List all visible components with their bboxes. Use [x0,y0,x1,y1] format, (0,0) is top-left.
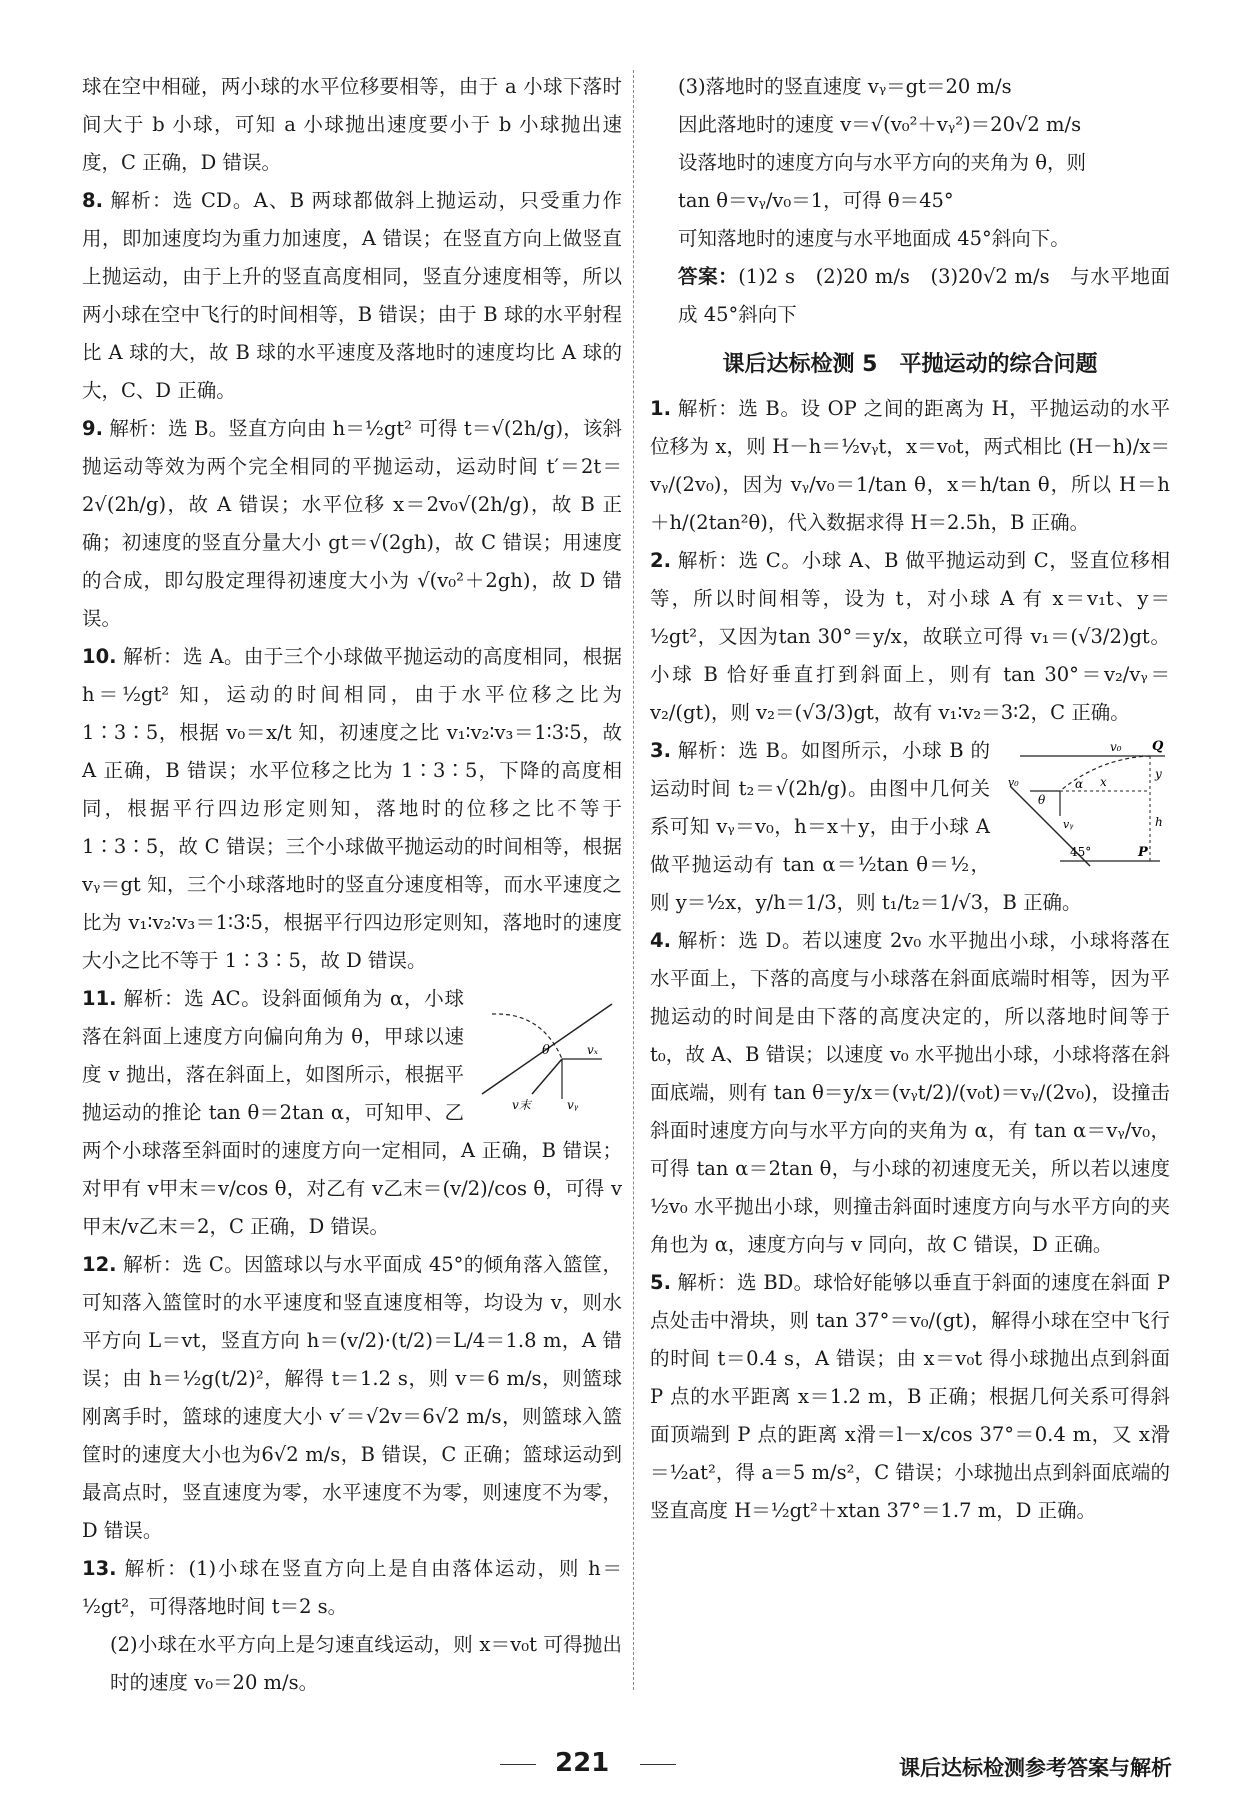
answer-11: θ v末 vₓ vᵧ 11. 解析：选 AC。设斜面倾角为 α，小球落在斜面上速度方向偏向角为 θ，甲球以速度 v 抛出，落在斜面上，如图所示，根据平抛运动的推论 tan θ＝2tan α，可知甲、乙两个小球落至斜面时的速度方向一定相同，A 正确，B 错误；对甲有 v甲末＝v/cos θ，对乙有 v乙末＝(v/2)/cos θ，可得 v甲末/v乙末＝2，C 正确，D 错误。 [82,980,622,1246]
svg-text:vᵧ: vᵧ [1063,818,1074,831]
svg-text:h: h [1155,815,1163,829]
footer-dash-left [500,1764,536,1765]
svg-text:v末: v末 [512,1098,531,1112]
page-number: 221 [555,1748,610,1778]
answer-13-part3-line4: tan θ＝vᵧ/v₀＝1，可得 θ＝45° [678,189,954,212]
answer-13-part3-line3: 设落地时的速度方向与水平方向的夹角为 θ，则 [678,151,1086,174]
answer-s5-2: 2. 解析：选 C。小球 A、B 做平抛运动到 C，竖直位移相等，所以时间相等，设为 t，对小球 A 有 x＝v₁t、y＝½gt²，又因为tan 30°＝y/x，故联立可得 v₁＝(√3/2)gt。小球 B 恰好垂直打到斜面上，则有 tan 30°＝v₂/vᵧ＝v₂/(gt)，则 v₂＝(√3/3)gt，故有 v₁∶v₂＝3∶2，C 正确。 [650,549,1171,724]
answer-s5-5: 5. 解析：选 BD。球恰好能够以垂直于斜面的速度在斜面 P 点处击中滑块，则 tan 37°＝v₀/(gt)，解得小球在空中飞行的时间 t＝0.4 s，A 错误；由 x＝v₀t 得小球抛出点到斜面 P 点的水平距离 x＝1.2 m，B 正确；根据几何关系可得斜面顶端到 P 点的距离 x滑＝l－x/cos 37°＝0.4 m，又 x滑＝½at²，得 a＝5 m/s²，C 错误；小球抛出点到斜面底端的竖直高度 H＝½gt²＋xtan 37°＝1.7 m，D 正确。 [650,1271,1171,1522]
page-footer [0,1748,1250,1788]
answer-s5-4: 4. 解析：选 D。若以速度 2v₀ 水平抛出小球，小球将落在水平面上，下落的高度与小球落在斜面底端时相等，因为平抛运动的时间是由下落的高度决定的，所以落地时间等于 t₀，故 A、B 错误；以速度 v₀ 水平抛出小球，小球将落在斜面底端，则有 tan θ＝y/x＝(vᵧt/2)/(v₀t)＝vᵧ/(2v₀)，设撞击斜面时速度方向与水平方向的夹角为 α，有 tan α＝vᵧ/v₀，可得 tan α＝2tan θ，与小球的初速度无关，所以若以速度 ½v₀ 水平抛出小球，则撞击斜面时速度方向与水平方向的夹角也为 α，速度方向与 v 同向，故 C 错误，D 正确。 [650,929,1170,1256]
answer-7-continued: 球在空中相碰，两小球的水平位移要相等，由于 a 小球下落时间大于 b 小球，可知 a 小球抛出速度要小于 b 小球抛出速度，C 正确，D 错误。 [82,75,622,174]
svg-text:vᵧ: vᵧ [567,1098,579,1112]
answer-s5-1: 1. 解析：选 B。设 OP 之间的距离为 H，平抛运动的水平位移为 x，则 H－h＝½vᵧt，x＝v₀t，两式相比 (H－h)/x＝vᵧ/(2v₀)，因为 vᵧ/v₀＝1/tan θ，x＝h/tan θ，所以 H＝h＋h/(2tan²θ)，代入数据求得 H＝2.5h，B 正确。 [650,397,1170,534]
answer-13-part3-line2: 因此落地时的速度 v＝√(v₀²＋vᵧ²)＝20√2 m/s [678,113,1082,136]
svg-text:v₀: v₀ [1008,776,1019,789]
section-title: 课后达标检测 5 平抛运动的综合问题 [722,352,1098,377]
answer-12: 12. 解析：选 C。因篮球以与水平面成 45°的倾角落入篮筐，可知落入篮筐时的水平速度和竖直速度相等，均设为 v，则水平方向 L＝vt，竖直方向 h＝(v/2)·(t/2)＝L/4＝1.8 m，A 错误；由 h＝½g(t/2)²，解得 t＝1.2 s，则 v＝6 m/s，则篮球刚离手时，篮球的速度大小 v′＝√2v＝6√2 m/s，则篮球入篮筐时的速度大小也为6√2 m/s，B 错误，C 正确；篮球运动到最高点时，竖直速度为零，水平速度不为零，则速度不为零，D 错误。 [82,1253,622,1542]
svg-text:P: P [1138,845,1148,860]
answer-13-part2: (2)小球在水平方向上是匀速直线运动，则 x＝v₀t 可得抛出时的速度 v₀＝20 m/s。 [110,1633,622,1694]
answer-9: 9. 解析：选 B。竖直方向由 h＝½gt² 可得 t＝√(2h/g)，该斜抛运动等效为两个完全相同的平抛运动，运动时间 t′＝2t＝2√(2h/g)，故 A 错误；水平位移 x＝2v₀√(2h/g)，故 B 正确；初速度的竖直分量大小 gt＝√(2gh)，故 C 错误；用速度的合成，即勾股定理得初速度大小为 √(v₀²＋2gh)，故 D 错误。 [82,417,622,630]
footer-title: 课后达标检测参考答案与解析 [899,1756,1172,1780]
incline-velocity-figure [472,984,622,1114]
right-column [650,68,1170,1530]
svg-text:x: x [1100,775,1107,789]
column-divider [633,70,634,1690]
footer-dash-right [640,1764,676,1765]
answer-s5-3: v₀ Q v₀ θ α x y vᵧ h 45° P 3. 解析：选 B。如图所示，小球 B 的运动时间 t₂＝√(2h/g)。由图中几何关系可知 vᵧ＝v₀，h＝x＋y，由于小球 A 做平抛运动有 tan α＝½tan θ＝½，则 y＝½x，y/h＝1/3，则 t₁/t₂＝1/√3，B 正确。 [650,732,1170,922]
svg-text:θ: θ [1038,793,1046,807]
answer-13-part3-line5: 可知落地时的速度与水平地面成 45°斜向下。 [678,227,1070,250]
projectile-incline-figure [1000,736,1170,876]
answer-10: 10. 解析：选 A。由于三个小球做平抛运动的高度相同，根据 h＝½gt² 知，运动的时间相同，由于水平位移之比为1∶3∶5，根据 v₀＝x/t 知，初速度之比 v₁∶v₂∶v₃＝1∶3∶5，故 A 正确，B 错误；水平位移之比为 1∶3∶5，下降的高度相同，根据平行四边形定则知，落地时的位移之比不等于 1∶3∶5，故 C 错误；三个小球做平抛运动的时间相等，根据 vᵧ＝gt 知，三个小球落地时的竖直分速度相等，而水平速度之比为 v₁∶v₂∶v₃＝1∶3∶5，根据平行四边形定则知，落地时的速度大小之比不等于 1∶3∶5，故 D 错误。 [82,645,622,972]
svg-text:α: α [1075,777,1084,791]
svg-text:vₓ: vₓ [587,1043,599,1057]
svg-text:Q: Q [1152,739,1164,754]
answer-8: 8. 解析：选 CD。A、B 两球都做斜上抛运动，只受重力作用，即加速度均为重力加速度，A 错误；在竖直方向上做竖直上抛运动，由于上升的竖直高度相同，竖直分速度相等，所以两小球在空中飞行的时间相等，B 错误；由于 B 球的水平射程比 A 球的大，故 B 球的水平速度及落地时的速度均比 A 球的大，C、D 正确。 [82,189,622,402]
answer-13-part3-line1: (3)落地时的竖直速度 vᵧ＝gt＝20 m/s [678,75,1012,98]
svg-text:y: y [1155,767,1162,781]
answer-13-final: 答案：(1)2 s (2)20 m/s (3)20√2 m/s 与水平地面成 45°斜向下 [678,265,1170,326]
left-column [82,68,622,1702]
svg-text:45°: 45° [1070,845,1092,859]
answer-13: 13. 解析：(1)小球在竖直方向上是自由落体运动，则 h＝½gt²，可得落地时间 t＝2 s。 [82,1557,622,1618]
svg-text:v₀: v₀ [1110,740,1122,754]
svg-text:θ: θ [542,1043,550,1058]
